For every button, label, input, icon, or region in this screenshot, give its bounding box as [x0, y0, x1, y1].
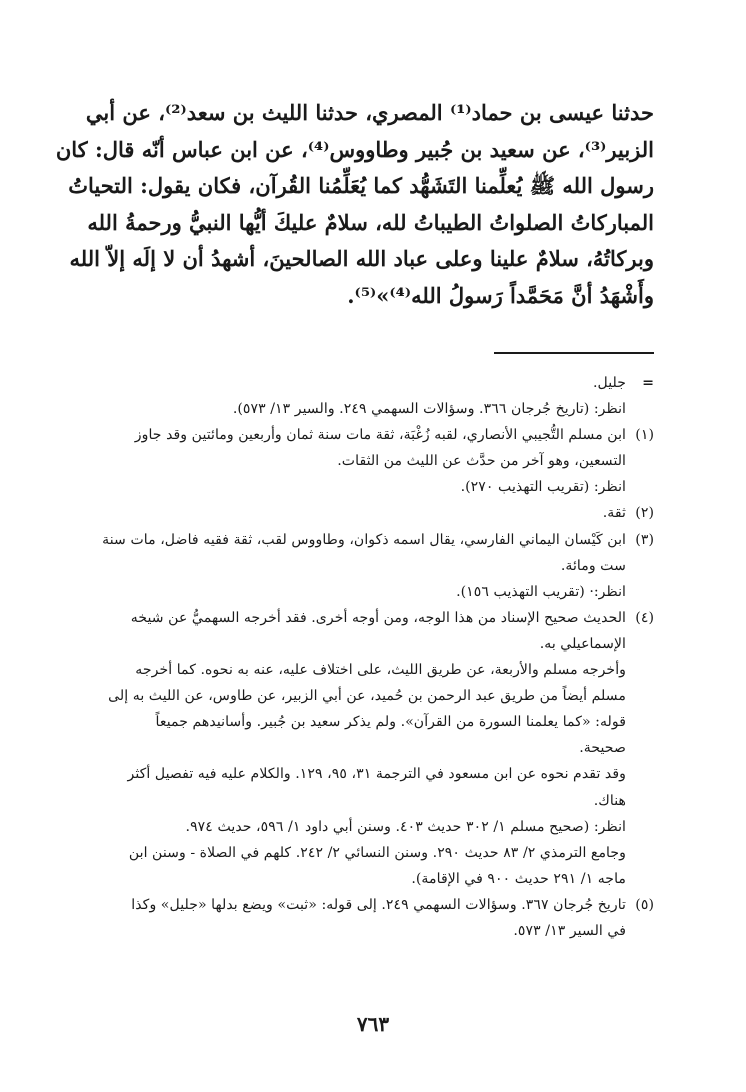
footnote-text: في السير ١٣/ ٥٧٣.	[513, 922, 626, 939]
footnote-text: ابن كَيْسان اليماني الفارسي، يقال اسمه ذكوان، وطاووس لقب، ثقة فقيه فاضل، مات سنة	[102, 531, 626, 548]
footnote-text: الإسماعيلي به.	[539, 635, 626, 652]
footnote-text: ثقة.	[602, 505, 626, 522]
footnote-number: (٢)	[635, 505, 654, 522]
footnote-text: صحيحة.	[579, 740, 626, 757]
footnote-number: (١)	[635, 427, 654, 444]
page-number: ٧٦٣	[356, 1012, 390, 1036]
footnote-number: (٣)	[635, 531, 654, 548]
footnote-text: انظر:· (تقريب التهذيب ١٥٦).	[456, 583, 626, 600]
footnote-1	[76, 422, 654, 500]
footnote-text: ست ومائة.	[560, 557, 626, 574]
footnote-text: الحديث صحيح الإسناد من هذا الوجه، ومن أوجه أخرى. فقد أخرجه السهميُّ عن شيخه	[130, 609, 626, 626]
footnote-text: انظر: (صحيح مسلم ١/ ٣٠٢ حديث ٤٠٣. وسنن أبي داود ١/ ٥٩٦، حديث ٩٧٤.	[185, 818, 626, 835]
footnote-carryover	[76, 370, 654, 422]
footnote-text: ماجه ١/ ٢٩١ حديث ٩٠٠ في الإقامة).	[411, 870, 626, 887]
hadith-line: رسول الله ﷺ يُعلِّمنا التَشَهُّد كما يُعَلِّمُنا القُرآن، فكان يقول: التحياتُ	[68, 173, 654, 198]
footnote-text: وأخرجه مسلم والأربعة، عن طريق الليث، على اختلاف عليه، عنه به نحوه. كما أخرجه	[135, 662, 626, 679]
hadith-line: وبركاتُهُ، سلامٌ علينا وعلى عباد الله الصالحينَ، أشهدُ أن لا إلَه إلاّ الله	[69, 246, 654, 271]
hadith-line: الزبير⁽³⁾، عن سعيد بن جُبير وطاووس⁽⁴⁾، عن ابن عباس أنّه قال: كان	[55, 136, 654, 162]
hadith-line: وأَشْهَدُ أنَّ مَحَمَّداً رَسولُ الله⁽⁴⁾»⁽⁵⁾.	[347, 282, 654, 308]
footnote-3	[76, 527, 654, 605]
footnotes-section	[76, 370, 654, 944]
footnote-text: انظر: (تقريب التهذيب ٢٧٠).	[460, 479, 626, 496]
carryover-marker: =	[642, 375, 654, 391]
footnote-text: وجامع الترمذي ٢/ ٨٣ حديث ٢٩٠. وسنن النسائي ٢/ ٢٤٢. كلهم في الصلاة - وسنن ابن	[128, 844, 626, 861]
hadith-text	[55, 95, 654, 314]
footnote-2	[76, 500, 654, 526]
footnote-separator	[494, 352, 654, 354]
footnote-text: تاريخ جُرجان ٣٦٧. وسؤالات السهمي ٢٤٩. إلى قوله: «ثبت» ويضع بدلها «جليل» وكذا	[131, 896, 626, 913]
footnote-text: مسلم أيضاً من طريق عبد الرحمن بن حُميد، عن أبي الزبير، عن طاوس، عن الليث به إلى	[108, 688, 626, 705]
footnote-text: قوله: «كما يعلمنا السورة من القرآن». ولم يذكر سعيد بن جُبير. وأسانيدهم جميعاً	[155, 714, 626, 731]
footnote-text: وقد تقدم نحوه عن ابن مسعود في الترجمة ٣١، ٩٥، ١٢٩. والكلام عليه فيه تفصيل أكثر	[127, 766, 626, 783]
footnote-number: (٥)	[635, 896, 654, 913]
footnote-5	[76, 892, 654, 944]
footnote-text: التسعين، وهو آخر من حدَّث عن الليث من الثقات.	[337, 453, 626, 470]
footnote-4	[76, 605, 654, 892]
footnote-text: جليل.	[592, 375, 626, 391]
footnote-text: ابن مسلم التُّجيبي الأنصاري، لقبه زُغْبَة، ثقة مات سنة ثمان وأربعين ومائتين وقد جاوز	[134, 427, 626, 444]
footnote-number: (٤)	[635, 609, 654, 626]
hadith-line: حدثنا عيسى بن حماد⁽¹⁾ المصري، حدثنا الليث بن سعد⁽²⁾، عن أبي	[85, 100, 654, 125]
hadith-line: المباركاتُ الصلواتُ الطيباتُ لله، سلامٌ عليكَ أيُّها النبيُّ ورحمةُ الله	[87, 209, 654, 235]
footnote-text: هناك.	[593, 792, 626, 809]
footnote-text: انظر: (تاريخ جُرجان ٣٦٦. وسؤالات السهمي ٢٤٩. والسير ١٣/ ٥٧٣).	[232, 401, 626, 418]
